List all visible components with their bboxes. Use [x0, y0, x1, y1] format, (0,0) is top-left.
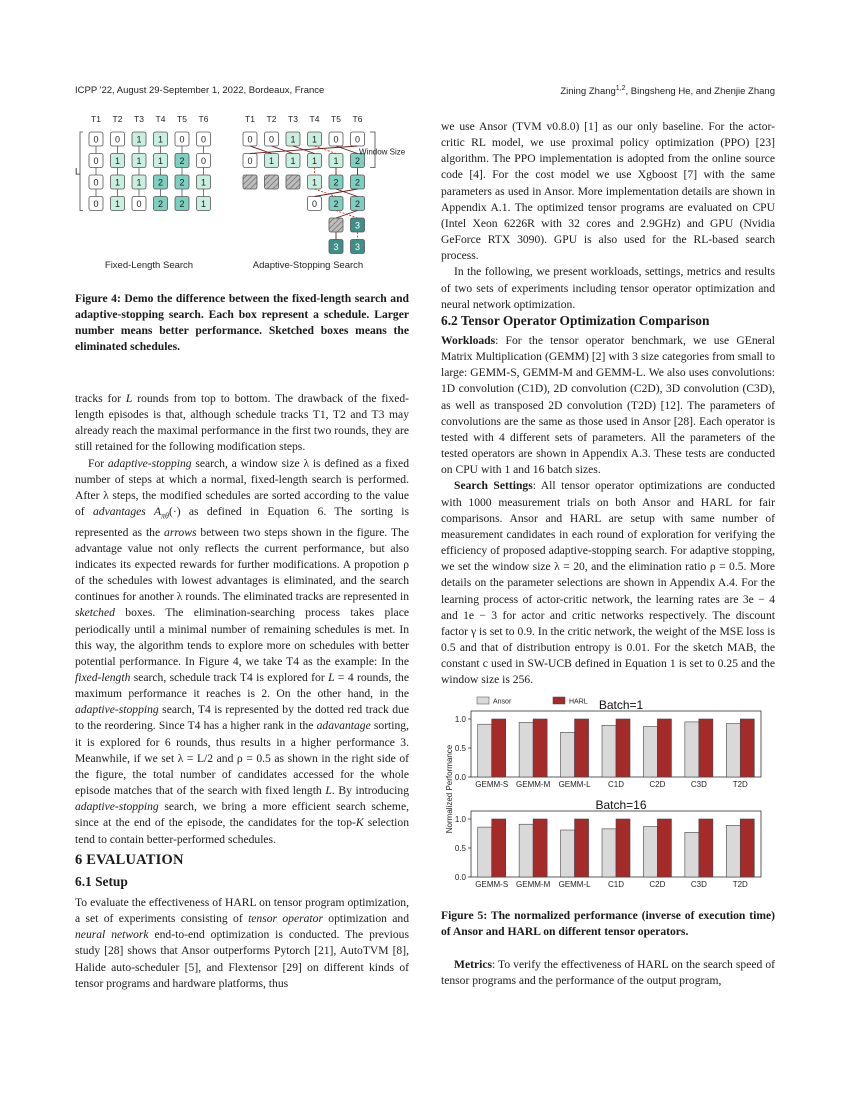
paragraph-adaptive-stopping: For adaptive-stopping search, a window size λ is defined as a fixed number of steps at which a normal, fixed-length search is performed. After λ steps, the modified schedules are sorted according to the value of advantages $A_{\pi\theta}(\cdot)$ as defined in Equation 6. The sorting is represented as the arrows between two steps shown in the figure. The advantage value not only reflects the current performance, but also indicates its expected rewards for further modifications. A propotion ρ of the schedules with lowest advantages is eliminated, and the search continues for another λ rounds. The eliminated tracks are represented in sketched boxes. The elimination-searching process takes place periodically until a minimal number of remaining schedules is met. In this way, the algorithm tends to explore more on schedules with better potential performance. In Figure 4, we take T4 as the example: In the fixed-length search, schedule track T4 is explored for L = 4 rounds, the maximum performance it reaches is 2. On the other hand, in the adaptive-stopping search, T4 is represented by the dotted red track due to the reordering. Since T4 has a higher rank in the adavantage sorting, it is explored for 6 rounds, thus results in a higher performance 3. Meanwhile, if we set λ = L/2 and ρ = 0.5 as shown in the right side of the figure, the total number of candidates accessed for the whole episode matches that of the search with fixed length L. By introducing adaptive-stopping search, we bring a more efficient search scheme, since at the end of the episode, the candidates for the top-K selection tend to contain better-performed schedules. [75, 456, 409, 846]
adaptive-schedule-box [351, 175, 365, 189]
y-tick-label: 1.0 [454, 715, 466, 724]
harl-bar [616, 819, 630, 877]
sort-arrow [272, 146, 294, 154]
adaptive-schedule-box [286, 154, 300, 168]
panel-title: Batch=16 [595, 798, 647, 812]
right-column-top [441, 119, 775, 313]
svg-text:2: 2 [354, 199, 361, 209]
harl-bar [492, 719, 506, 777]
fixed-schedule-box [175, 132, 189, 146]
ansor-bar [478, 724, 492, 777]
svg-text:0: 0 [333, 134, 339, 145]
svg-text:3: 3 [333, 242, 339, 252]
ansor-bar [726, 825, 740, 877]
fixed-schedule-box [154, 154, 168, 168]
svg-text:0: 0 [268, 134, 275, 145]
ansor-bar [561, 830, 575, 877]
harl-bar [575, 819, 589, 877]
y-axis-label: Normalized Performance [445, 744, 454, 834]
svg-text:1: 1 [114, 156, 121, 166]
fixed-schedule-box [111, 175, 125, 189]
harl-bar [657, 819, 671, 877]
adaptive-track-label: T2 [266, 114, 277, 124]
x-tick-label: GEMM-L [558, 880, 591, 889]
adaptive-track-label: T4 [309, 114, 320, 124]
legend-swatch [553, 697, 565, 704]
adaptive-stopping-label: Adaptive-Stopping Search [252, 260, 364, 271]
svg-text:1: 1 [268, 156, 275, 166]
l-bracket [80, 132, 83, 211]
window-size-label: Window Size [359, 147, 406, 157]
y-tick-label: 1.0 [454, 815, 466, 824]
adaptive-schedule-box [351, 218, 365, 232]
svg-text:2: 2 [157, 199, 164, 209]
svg-text:1: 1 [114, 199, 121, 209]
svg-text:2: 2 [354, 156, 361, 166]
adaptive-schedule-box [351, 132, 365, 146]
paragraph-fixed-length-drawback: tracks for L rounds from top to bottom. The drawback of the fixed-length episodes is that, although schedule tracks T1, T2 and T3 may already reach the maximal performance in the first two rounds, they are still retained for the following modification steps. [75, 392, 410, 454]
svg-text:1: 1 [290, 156, 296, 166]
adaptive-schedule-box [308, 197, 322, 211]
x-tick-label: T2D [732, 880, 748, 889]
adaptive-schedule-box [329, 197, 343, 211]
svg-text:2: 2 [354, 177, 361, 188]
y-tick-label: 0.0 [454, 873, 466, 882]
right-column-body [441, 333, 775, 688]
adaptive-schedule-box [329, 240, 343, 254]
svg-text:0: 0 [179, 134, 185, 145]
paragraph-overview: In the following, we present workloads, settings, metrics and results of two sets of experiments including tensor operator optimization and neural network optimization. [441, 265, 775, 311]
svg-text:0: 0 [247, 134, 253, 145]
running-header-right [560, 85, 775, 97]
svg-text:1: 1 [136, 134, 142, 145]
svg-text:0: 0 [200, 134, 207, 145]
svg-text:1: 1 [311, 134, 318, 145]
svg-text:2: 2 [157, 177, 164, 188]
paragraph-setup: To evaluate the effectiveness of HARL on tensor program optimization, a set of experiments consisting of tensor operator optimization and neural network end-to-end optimization is conducted. The previous study [28] shows that Ansor outperforms Pytorch [21], AutoTVM [8], Halide auto-scheduler [5], and Flextensor [29] on different kinds of tensor programs and hardware platforms, thus [75, 896, 409, 990]
adaptive-schedule-box [351, 197, 365, 211]
x-tick-label: GEMM-M [516, 880, 551, 889]
section-6-heading: 6 EVALUATION [75, 852, 184, 868]
ansor-bar [602, 725, 616, 777]
section-6-2-heading: 6.2 Tensor Operator Optimization Comparison [441, 313, 710, 328]
legend-label: HARL [569, 698, 588, 706]
fixed-schedule-box [89, 154, 103, 168]
fixed-schedule-box [175, 175, 189, 189]
adaptive-schedule-box [243, 154, 257, 168]
x-tick-label: C1D [607, 780, 625, 789]
fixed-schedule-box [111, 132, 125, 146]
adaptive-schedule-box [308, 132, 322, 146]
sort-arrow [315, 146, 337, 154]
author-first: Zining Zhang [560, 86, 616, 98]
author-rest: , Bingsheng He, and Zhenjie Zhang [625, 86, 775, 98]
adaptive-schedule-box [265, 154, 279, 168]
svg-text:1: 1 [311, 177, 318, 188]
fixed-schedule-box [89, 132, 103, 146]
adaptive-schedule-box [308, 154, 322, 168]
fixed-track-label: T4 [155, 114, 166, 124]
fixed-schedule-box [197, 154, 211, 168]
svg-text:1: 1 [290, 134, 296, 145]
svg-text:3: 3 [354, 220, 361, 231]
adaptive-track-label: T6 [352, 114, 363, 124]
svg-text:2: 2 [333, 199, 339, 209]
left-column [75, 391, 409, 848]
svg-text:0: 0 [311, 199, 318, 209]
harl-bar [740, 719, 754, 777]
harl-bar [699, 719, 713, 777]
svg-text:3: 3 [354, 242, 361, 252]
sort-arrow [336, 189, 358, 197]
svg-text:0: 0 [200, 156, 207, 166]
harl-bar [657, 719, 671, 777]
author-affiliation: 1,2 [615, 85, 626, 92]
ansor-bar [478, 827, 492, 877]
harl-bar [575, 719, 589, 777]
x-tick-label: T2D [732, 780, 748, 789]
adaptive-schedule-box [329, 132, 343, 146]
fixed-schedule-box [89, 175, 103, 189]
svg-text:2: 2 [333, 177, 339, 188]
x-tick-label: C2D [649, 880, 666, 889]
paragraph-baseline: we use Ansor (TVM v0.8.0) [1] as our only baseline. For the actor-critic RL model, we use proximal policy optimization (PPO) [23] algorithm. The PPO implementation is adopted from the online source code [4]. For the cost model we use Xgboost [7] with the same parameters as used in Ansor. More implementation details are shown in Appendix A.1. The optimized tensor programs are evaluated on CPU (Intel Xeon 6226R with 32 cores and 2.9GHz) and GPU (Nvidia GeForce RTX 3090). GPU is also used for the RL-based search process. [441, 120, 775, 263]
adaptive-schedule-box [243, 132, 257, 146]
fixed-track-label: T3 [134, 114, 144, 124]
adaptive-schedule-box [308, 175, 322, 189]
running-header-left: ICPP '22, August 29-September 1, 2022, Bordeaux, France [75, 85, 325, 96]
ansor-bar [685, 722, 699, 777]
legend-swatch [477, 697, 489, 704]
adaptive-schedule-box [243, 175, 257, 189]
sort-arrow [250, 146, 358, 154]
paragraph-workloads: Workloads: For the tensor operator benchmark, we use GEneral Matrix Multiplication (GEMM) [2] with 3 size categories from small to large: GEMM-S, GEMM-M and GEMM-L. We also uses convolutions: 1D convolution (C1D), 2D convolution (C2D), 3D convolution (C3D), as well as transposed 2D convolution (T2D) [12]. The parameters of convolutions are the same as those used in Ansor [28]. Each operator is tested with 4 different sets of parameters. All the parameters of the tested operators are shown in Appendix A.3. These tests are conducted on CPU with 1 and 16 batch sizes. [441, 334, 775, 477]
adaptive-schedule-box [351, 240, 365, 254]
y-tick-label: 0.5 [454, 844, 466, 853]
adaptive-schedule-box [329, 218, 343, 232]
harl-bar [533, 719, 547, 777]
fixed-length-label: Fixed-Length Search [104, 260, 194, 271]
figure-4-diagram [72, 112, 417, 274]
paragraph-search-settings: Search Settings: All tensor operator optimizations are conducted with 1000 measurement trials on both Ansor and HARL for fair comparisons. Ansor and HARL are setup with same number of measurement candidates in each round of exploration for verifying the efficiency of proposed adaptive-stopping search. For adaptive stopping, we set the window size λ = 20, and the elimination ratio ρ = 0.5. More details on the parameter selections are shown in Appendix A.4. For the learning process of actor-critic network, the learning rates are 3e − 4 and 1e − 3 for actor and critic networks respectively. The discount factor γ is set to 0.9. In the critic network, the weight of the MSE loss is 0.5 and that of distribution entropy is 0.01. For the sketch MAB, the constant c used in SW-UCB defined in Equation 1 is set to 0.25 and the window size is 256. [441, 479, 775, 687]
sort-arrow [315, 189, 358, 197]
adaptive-track-label: T3 [288, 114, 298, 124]
svg-text:0: 0 [93, 199, 99, 209]
section-6-1-heading: 6.1 Setup [75, 874, 128, 889]
harl-bar [740, 819, 754, 877]
fixed-schedule-box [132, 154, 146, 168]
ansor-bar [643, 727, 657, 777]
adaptive-track-label: T5 [331, 114, 341, 124]
x-tick-label: GEMM-S [475, 880, 509, 889]
svg-text:0: 0 [354, 134, 361, 145]
figure-5-caption: Figure 5: The normalized performance (inverse of execution time) of Ansor and HARL on different tensor operators. [441, 909, 775, 938]
fixed-track-label: T1 [91, 114, 101, 124]
fixed-schedule-box [132, 197, 146, 211]
ansor-bar [519, 722, 533, 777]
fixed-schedule-box [175, 154, 189, 168]
fixed-track-label: T6 [198, 114, 209, 124]
figure-5-chart [441, 693, 775, 893]
svg-text:1: 1 [157, 156, 164, 166]
fixed-schedule-box [197, 197, 211, 211]
svg-text:0: 0 [93, 177, 99, 188]
harl-bar [533, 819, 547, 877]
fixed-schedule-box [132, 132, 146, 146]
harl-bar [699, 819, 713, 877]
svg-text:0: 0 [136, 199, 142, 209]
svg-text:2: 2 [179, 199, 185, 209]
legend-label: Ansor [493, 698, 512, 706]
x-tick-label: GEMM-S [475, 780, 509, 789]
l-label: L [75, 166, 81, 177]
svg-text:0: 0 [247, 156, 253, 166]
fixed-track-label: T5 [177, 114, 187, 124]
fixed-schedule-box [111, 197, 125, 211]
svg-text:1: 1 [114, 177, 121, 188]
adaptive-schedule-box [265, 175, 279, 189]
ansor-bar [685, 832, 699, 877]
svg-text:1: 1 [200, 199, 207, 209]
x-tick-label: C3D [690, 880, 707, 889]
sort-arrow [315, 189, 337, 197]
svg-text:1: 1 [333, 156, 339, 166]
ansor-bar [561, 732, 575, 777]
x-tick-label: C2D [649, 780, 666, 789]
fixed-schedule-box [154, 175, 168, 189]
svg-text:1: 1 [311, 156, 318, 166]
adaptive-schedule-box [329, 154, 343, 168]
svg-text:0: 0 [93, 134, 99, 145]
y-tick-label: 0.0 [454, 773, 466, 782]
svg-text:0: 0 [93, 156, 99, 166]
harl-bar [616, 719, 630, 777]
x-tick-label: C1D [607, 880, 625, 889]
svg-text:0: 0 [114, 134, 121, 145]
x-tick-label: GEMM-L [558, 780, 591, 789]
adaptive-track-label: T1 [245, 114, 255, 124]
fixed-schedule-box [154, 197, 168, 211]
adaptive-schedule-box [265, 132, 279, 146]
ansor-bar [602, 829, 616, 877]
fixed-schedule-box [197, 132, 211, 146]
fixed-track-label: T2 [112, 114, 123, 124]
adaptive-schedule-box [286, 175, 300, 189]
svg-text:2: 2 [179, 156, 185, 166]
fixed-schedule-box [111, 154, 125, 168]
ansor-bar [519, 824, 533, 877]
fixed-schedule-box [154, 132, 168, 146]
fixed-schedule-box [197, 175, 211, 189]
fixed-schedule-box [132, 175, 146, 189]
svg-text:1: 1 [200, 177, 207, 188]
adaptive-schedule-box [286, 132, 300, 146]
svg-text:1: 1 [157, 134, 164, 145]
adaptive-schedule-box [329, 175, 343, 189]
harl-bar [492, 819, 506, 877]
x-tick-label: GEMM-M [516, 780, 551, 789]
paragraph-metrics: Metrics: To verify the effectiveness of HARL on the search speed of tensor programs and the performance of the output program, [441, 958, 775, 988]
figure-4-caption: Figure 4: Demo the difference between the fixed-length search and adaptive-stopping search. Each box represent a schedule. Larger number means better performance. Sketched boxes means the eliminated schedules. [75, 292, 409, 353]
fixed-schedule-box [89, 197, 103, 211]
svg-text:1: 1 [136, 156, 142, 166]
ansor-bar [643, 827, 657, 877]
fixed-schedule-box [175, 197, 189, 211]
panel-title: Batch=1 [598, 698, 644, 712]
svg-text:2: 2 [179, 177, 185, 188]
x-tick-label: C3D [690, 780, 707, 789]
ansor-bar [726, 724, 740, 777]
svg-text:1: 1 [136, 177, 142, 188]
y-tick-label: 0.5 [454, 744, 466, 753]
